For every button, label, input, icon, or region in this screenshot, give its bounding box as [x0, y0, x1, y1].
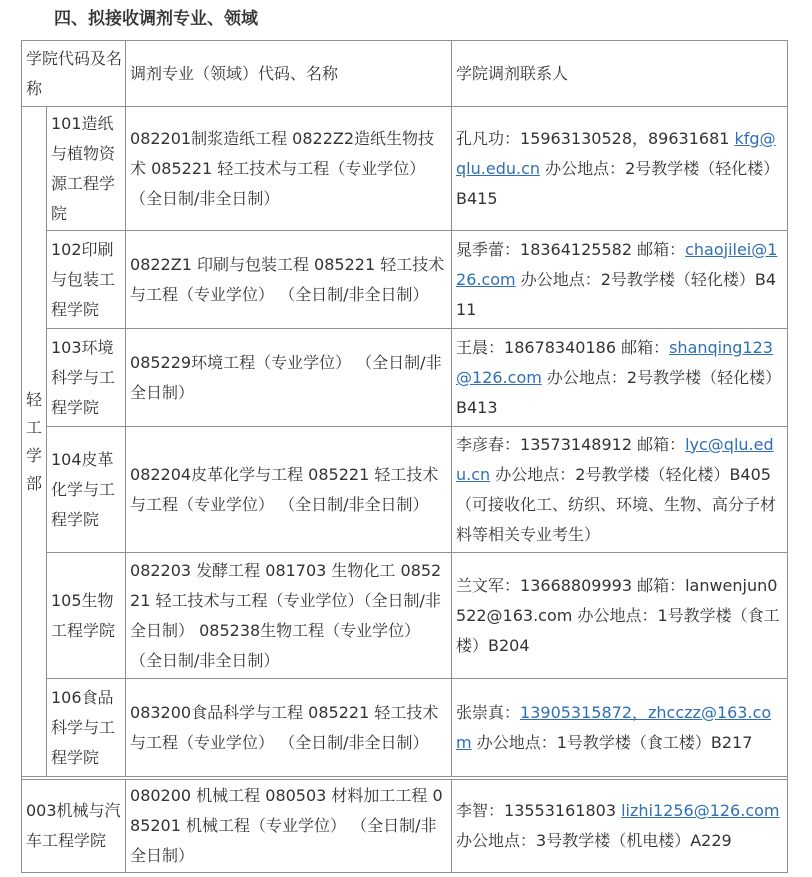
group-label: [22, 107, 47, 777]
contact-info: [452, 329, 788, 427]
contact-info: [452, 553, 788, 679]
contact-text: 晁季蕾：18364125582 邮箱：: [456, 239, 686, 259]
college-name: 105生物工程学院: [47, 553, 126, 679]
table-row: [22, 231, 788, 329]
table-row: [22, 329, 788, 427]
college-name: 103环境科学与工程学院: [47, 329, 126, 427]
major-list: 0822Z1 印刷与包装工程 085221 轻工技术与工程（专业学位） （全日制/非全日制）: [126, 231, 452, 329]
college-name: 104皮革化学与工程学院: [47, 427, 126, 553]
contact-text: 张崇真：: [456, 702, 521, 722]
contact-text: 兰文军：13668809993 邮箱：lanwenjun0522@163.com 办公地点：1号教学楼（食工楼）B204: [456, 575, 780, 655]
contact-text: 办公地点：1号教学楼（食工楼）B217: [471, 732, 753, 752]
contact-text: 王晨：18678340186 邮箱：: [456, 337, 670, 357]
major-list: 085229环境工程（专业学位） （全日制/非全日制）: [126, 329, 452, 427]
college-name: 102印刷与包装工程学院: [47, 231, 126, 329]
major-list: 083200食品科学与工程 085221 轻工技术与工程（专业学位） （全日制/非全日制）: [126, 679, 452, 777]
contact-text: 办公地点：2号教学楼（轻化楼）B405（可接收化工、纺织、环境、生物、高分子材料等相关专业考生）: [456, 464, 777, 544]
header-contact: 学院调剂联系人: [452, 41, 788, 107]
major-list: 082203 发酵工程 081703 生物化工 085221 轻工技术与工程（专业学位）（全日制/非全日制） 085238生物工程（专业学位） （全日制/非全日制）: [126, 553, 452, 679]
contact-info: [452, 107, 788, 231]
contact-text: 办公地点：3号教学楼（机电楼）A229: [456, 831, 732, 850]
email-link[interactable]: chaojilei@126.com: [456, 239, 778, 289]
table-row: [22, 427, 788, 553]
table-header-row: [22, 41, 788, 107]
section-heading: 四、拟接收调剂专业、领域: [54, 9, 258, 29]
email-link[interactable]: kfg@qlu.edu.cn: [456, 128, 776, 178]
college-name: 106食品科学与工程学院: [47, 679, 126, 777]
contact-text: 办公地点：2号教学楼（轻化楼）B413: [456, 367, 782, 417]
email-link[interactable]: lizhi1256@126.com: [621, 801, 780, 820]
contact-info: [452, 679, 788, 777]
contact-text: 李彦春：13573148912 邮箱：: [456, 434, 686, 454]
major-list: 082204皮革化学与工程 085221 轻工技术与工程（专业学位） （全日制/非全日制）: [126, 427, 452, 553]
table-row: [22, 107, 788, 231]
table-row: [22, 679, 788, 777]
contact-text: 办公地点：2号教学楼（轻化楼）B411: [456, 269, 777, 319]
major-list: 080200 机械工程 080503 材料加工工程 085201 机械工程（专业学位） （全日制/非全日制）: [126, 780, 452, 873]
contact-info: [452, 427, 788, 553]
transfer-table: [21, 40, 788, 873]
contact-info: [452, 780, 788, 873]
contact-text: 办公地点：2号教学楼（轻化楼）B415: [456, 158, 780, 208]
college-name: 101造纸与植物资源工程学院: [47, 107, 126, 231]
table-row: [22, 553, 788, 679]
email-link[interactable]: 13905315872，zhcczz@163.com: [456, 702, 772, 752]
major-list: 082201制浆造纸工程 0822Z2造纸生物技术 085221 轻工技术与工程（专业学位）（全日制/非全日制）: [126, 107, 452, 231]
header-majors: 调剂专业（领域）代码、名称: [126, 41, 452, 107]
email-link[interactable]: shanqing123@126.com: [456, 337, 773, 387]
group-label-text: 轻工学部: [25, 389, 42, 493]
college-name: 003机械与汽车工程学院: [22, 780, 126, 873]
contact-text: 李智：13553161803: [456, 801, 622, 820]
table-row: [22, 780, 788, 873]
header-college: 学院代码及名称: [22, 41, 126, 107]
email-link[interactable]: lyc@qlu.edu.cn: [456, 434, 774, 484]
contact-info: [452, 231, 788, 329]
contact-text: 孔凡功：15963130528，89631681: [456, 128, 735, 148]
